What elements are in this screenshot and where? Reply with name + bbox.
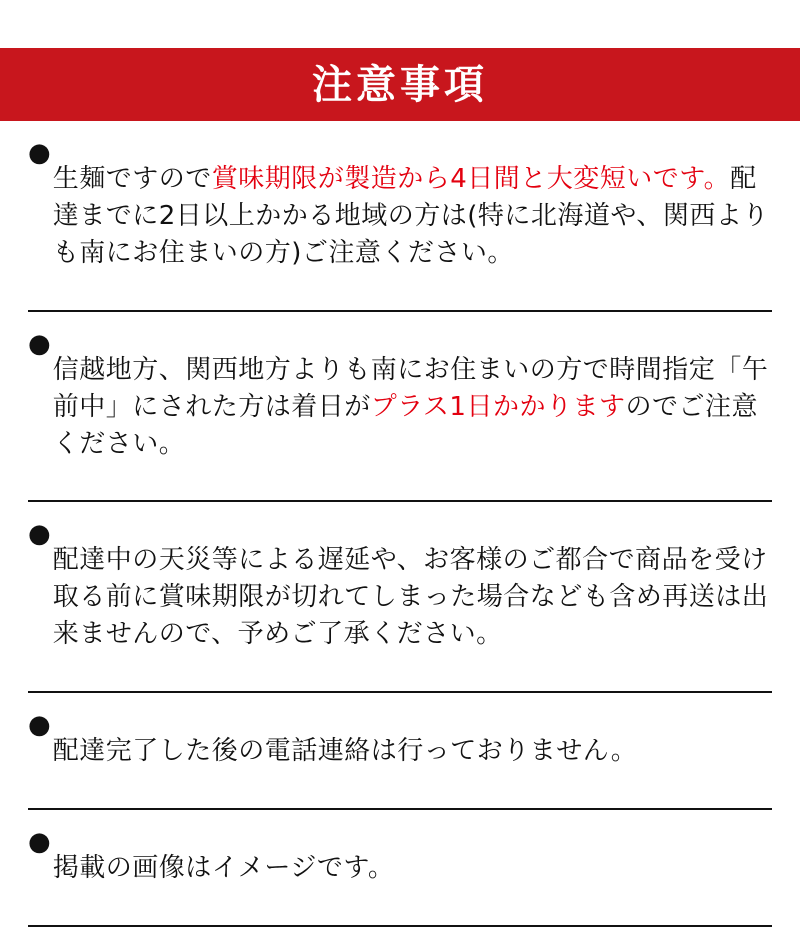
notice-segment-emphasis: 賞味期限が製造から4日間と大変短いです。	[211, 164, 731, 194]
bullet-icon: ●	[28, 710, 51, 741]
notice-text	[53, 352, 772, 463]
notice-segment: 信越地方、関西地方よりも南にお住まいの方で時間指定「午前中」にされた方は着日が	[52, 354, 769, 422]
list-item	[28, 693, 772, 810]
notice-text	[53, 161, 772, 272]
list-item	[28, 810, 772, 927]
bullet-icon: ●	[28, 519, 51, 550]
list-item	[28, 121, 772, 312]
notice-segment: 掲載の画像はイメージです。	[52, 853, 395, 884]
notice-segment: 生麺ですので	[52, 164, 212, 194]
notice-segment: 配達完了した後の電話連絡は行っておりません。	[52, 736, 638, 767]
notice-list	[0, 121, 800, 927]
list-item	[28, 312, 772, 503]
notice-text	[53, 733, 772, 770]
notice-card	[0, 48, 800, 927]
bullet-icon: ●	[28, 328, 51, 359]
notice-segment: 配達中の天災等による遅延や、お客様のご都合で商品を受け取る前に賞味期限が切れてしまった場合なども含め再送は出来ませんので、予めご了承ください。	[52, 545, 769, 650]
notice-header	[0, 48, 800, 121]
notice-text	[53, 542, 772, 653]
notice-text	[53, 850, 772, 887]
bullet-icon: ●	[28, 138, 51, 168]
list-item	[28, 502, 772, 693]
bullet-icon: ●	[28, 827, 51, 858]
notice-segment-emphasis: プラス1日かかります	[370, 391, 626, 422]
notice-segment: 配達までに2日以上かかる地域の方は(特に北海道や、関西よりも南にお住まいの方)ご注意ください。	[52, 164, 769, 268]
notice-segment: のでご注意ください。	[52, 391, 758, 459]
page-title: 注意事項	[312, 61, 488, 108]
